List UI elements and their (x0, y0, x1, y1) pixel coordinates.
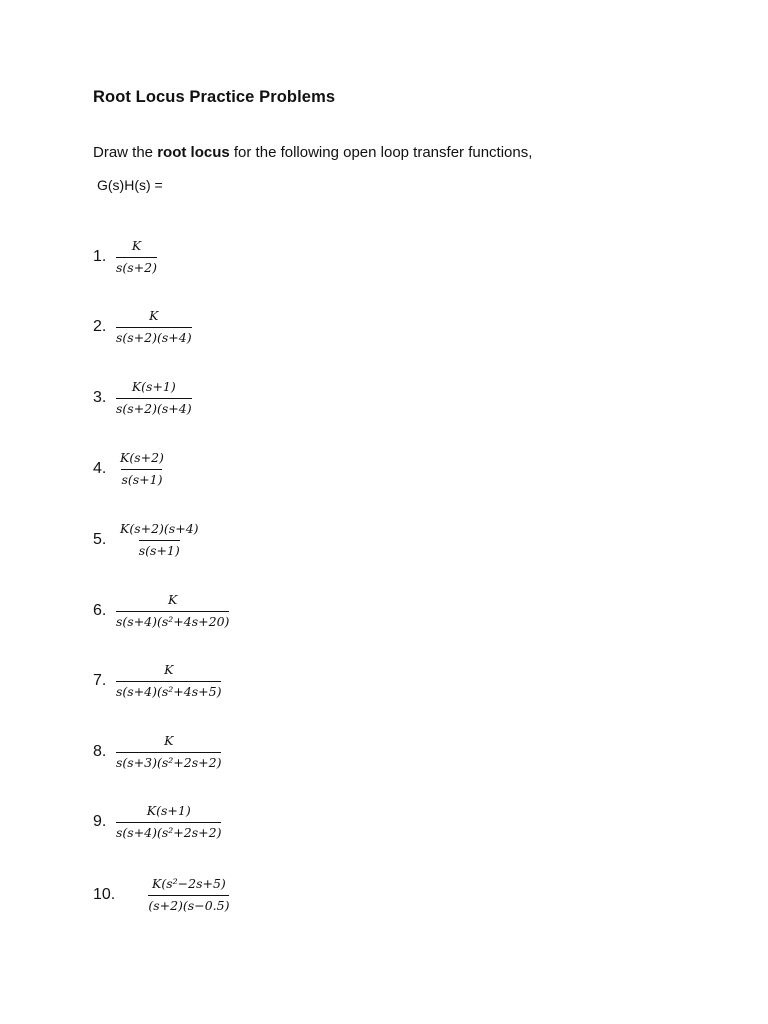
transfer-function (116, 664, 221, 698)
instructions-emphasis: root locus (157, 144, 230, 161)
problem-number: 8. (93, 743, 107, 760)
transfer-function (116, 240, 157, 274)
numerator: K (168, 592, 178, 607)
transfer-function (116, 523, 203, 557)
denominator: s(s+2)(s+4) (116, 327, 192, 345)
transfer-function (116, 452, 168, 486)
numerator: K (164, 733, 174, 748)
transfer-function (148, 878, 230, 912)
transfer-function (116, 594, 229, 628)
denominator: s(s+2) (116, 257, 157, 275)
problem-7 (93, 664, 221, 698)
transfer-function (116, 805, 221, 839)
denominator: (s+2)(s−0.5) (148, 895, 229, 913)
problem-2 (93, 310, 192, 344)
problem-number: 7. (93, 672, 107, 689)
instructions (93, 144, 532, 161)
problem-4 (93, 452, 168, 486)
denominator: s(s+1) (121, 469, 162, 487)
numerator: K (131, 238, 142, 253)
transfer-function (116, 735, 221, 769)
denominator: s(s+3)(s²+2s+2) (116, 752, 221, 770)
transfer-function (116, 381, 192, 415)
problem-6 (93, 594, 229, 628)
numerator: K (164, 662, 174, 677)
problem-10 (93, 878, 230, 912)
instructions-tail: for the following open loop transfer functions, (229, 144, 533, 161)
problem-number: 1. (93, 248, 107, 265)
numerator: K (149, 308, 159, 323)
denominator: s(s+4)(s²+4s+5) (116, 681, 221, 699)
denominator: s(s+4)(s²+4s+20) (116, 611, 229, 629)
problem-9 (93, 805, 221, 839)
denominator: s(s+1) (139, 540, 180, 558)
problem-number: 2. (93, 318, 107, 335)
transfer-function-label: G(s)H(s) = (97, 177, 163, 193)
transfer-function (116, 310, 192, 344)
page-title: Root Locus Practice Problems (93, 88, 336, 106)
numerator: K(s+1) (146, 803, 191, 818)
problem-number: 3. (93, 389, 107, 406)
problem-number: 10. (93, 886, 116, 903)
denominator: s(s+4)(s²+2s+2) (116, 822, 221, 840)
problem-8 (93, 735, 221, 769)
problem-number: 4. (93, 460, 107, 477)
problem-number: 9. (93, 813, 107, 830)
problem-number: 5. (93, 531, 107, 548)
problem-3 (93, 381, 192, 415)
denominator: s(s+2)(s+4) (116, 398, 192, 416)
instructions-lead: Draw the (93, 144, 158, 161)
problem-number: 6. (93, 602, 107, 619)
numerator: K(s²−2s+5) (152, 876, 226, 891)
problem-1 (93, 240, 157, 274)
numerator: K(s+2) (120, 450, 164, 465)
numerator: K(s+2)(s+4) (120, 521, 199, 536)
problem-5 (93, 523, 203, 557)
numerator: K(s+1) (131, 379, 176, 394)
